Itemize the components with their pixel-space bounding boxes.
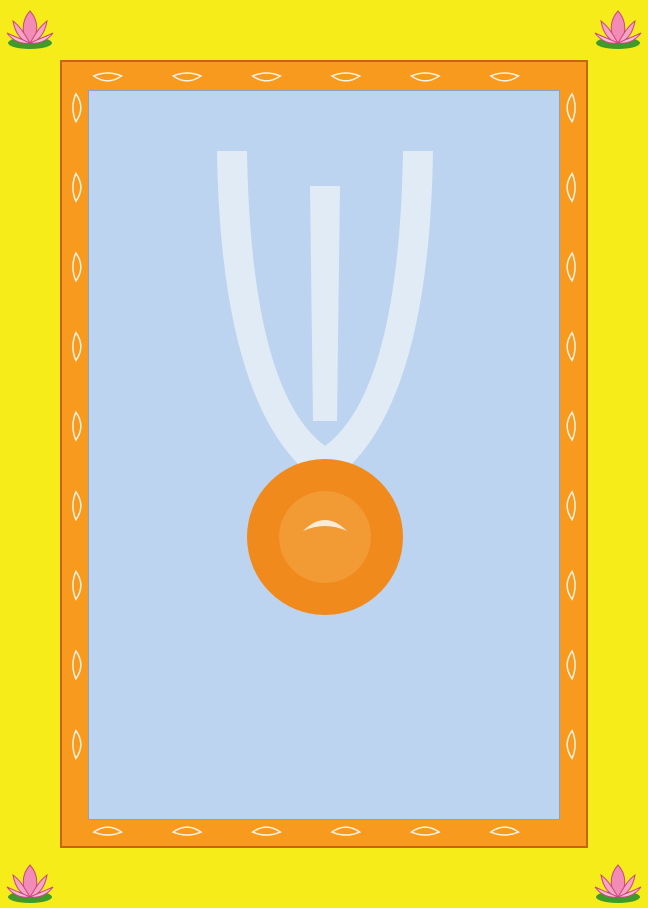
document-body — [93, 119, 555, 143]
peacock-feather-border-top — [0, 0, 648, 58]
peacock-feather-border-right — [590, 0, 648, 908]
lotus-icon — [3, 3, 57, 51]
peacock-feather-border-bottom — [0, 850, 648, 908]
lotus-icon — [591, 857, 645, 905]
text-panel — [88, 90, 560, 820]
peacock-feather-border-left — [0, 0, 58, 908]
lotus-icon — [3, 857, 57, 905]
tilak-icon — [89, 91, 560, 820]
lotus-icon — [591, 3, 645, 51]
